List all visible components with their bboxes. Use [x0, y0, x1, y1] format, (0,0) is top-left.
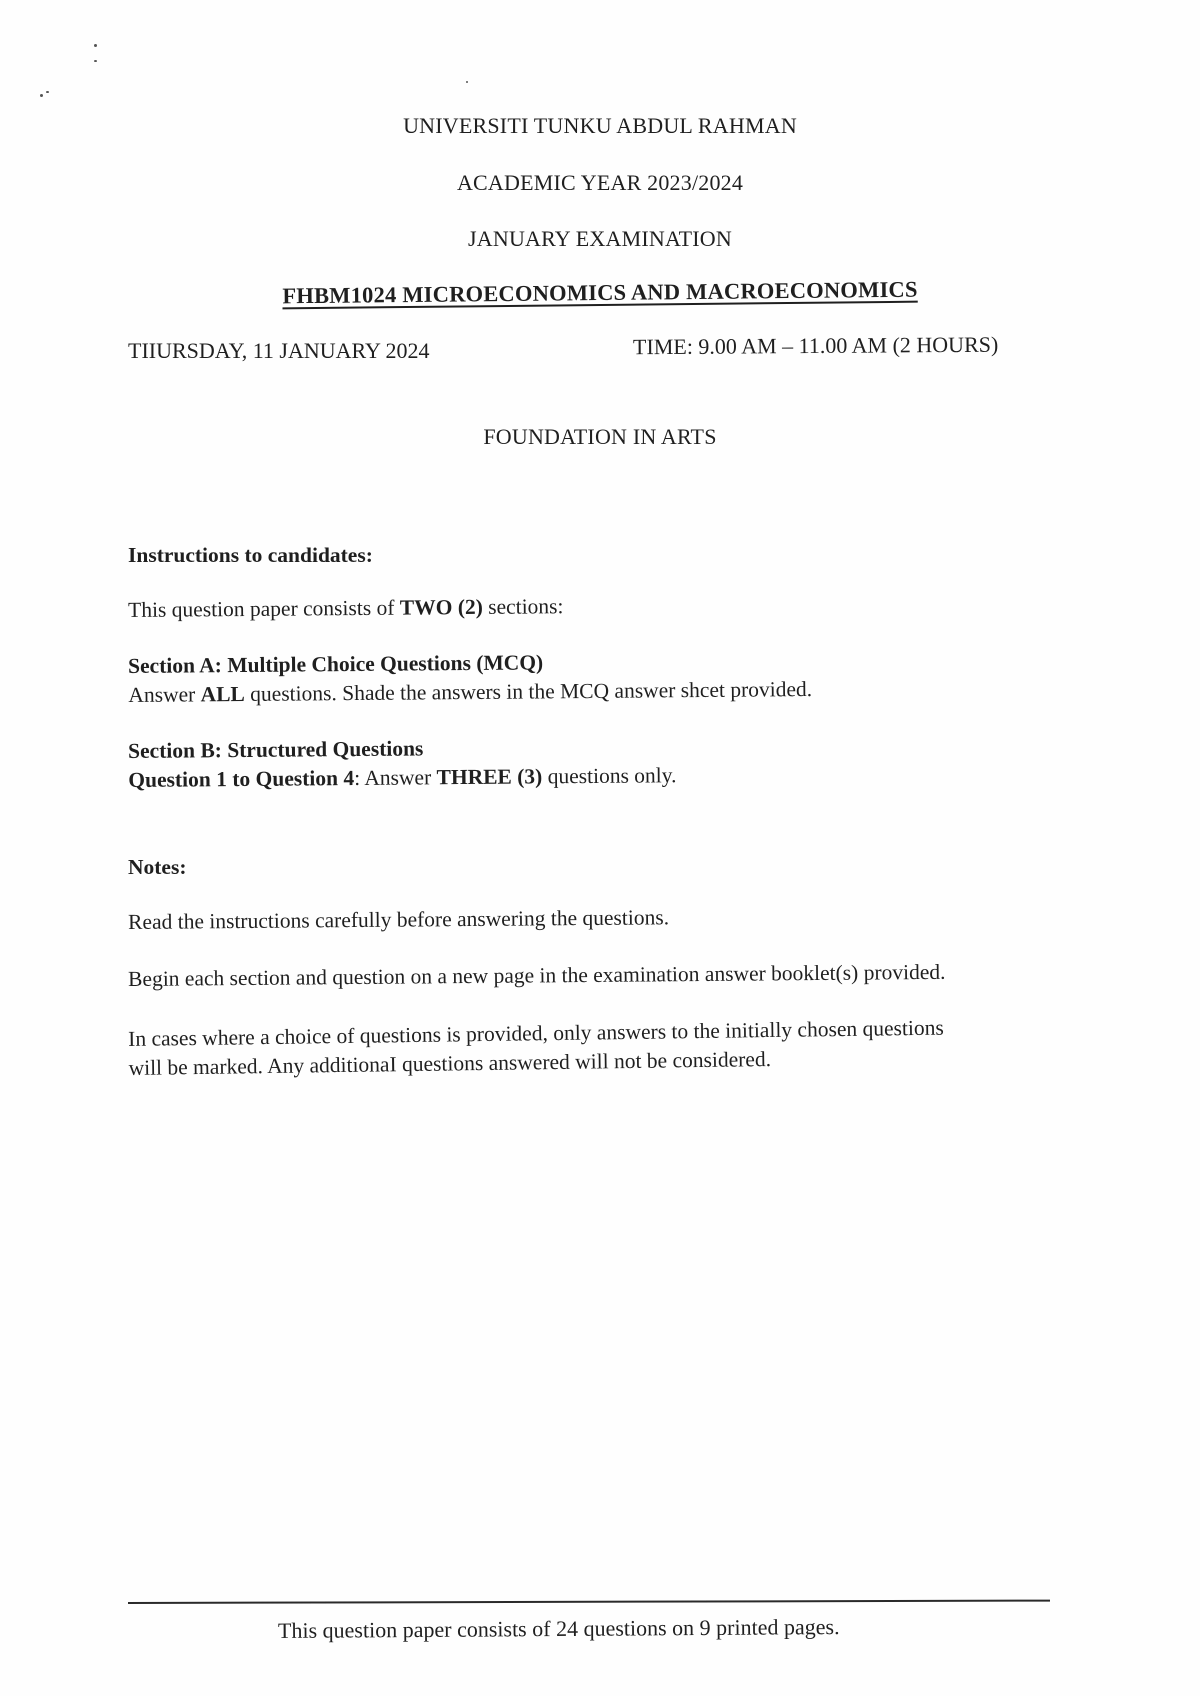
university-name: UNIVERSITI TUNKU ABDUL RAHMAN	[403, 113, 797, 138]
programme-name: FOUNDATION IN ARTS	[483, 424, 717, 449]
section-b-colon: : Answer	[354, 765, 437, 791]
scan-speck	[466, 81, 468, 83]
section-a-instruction	[128, 675, 812, 710]
course-title: FHBM1024 MICROECONOMICS AND MACROECONOMICS	[282, 276, 918, 309]
section-a-prefix: Answer	[128, 682, 201, 707]
note-3	[128, 1014, 944, 1083]
section-b-instruction	[128, 761, 676, 795]
section-a-suffix: questions. Shade the answers in the MCQ answer shcet provided.	[244, 677, 813, 706]
section-b-question-range: Question 1 to Question 4	[128, 766, 355, 792]
notes-heading: Notes:	[128, 855, 187, 879]
section-b-block	[128, 732, 677, 795]
instructions-heading: Instructions to candidates:	[128, 543, 373, 567]
section-b-three: THREE (3)	[436, 764, 543, 790]
note-3-line-2: will be marked. Any additionaI questions answered will not be considered.	[128, 1047, 772, 1080]
exam-date: TIIURSDAY, 11 JANUARY 2024	[128, 338, 430, 363]
exam-time: TIME: 9.00 AM – 11.00 AM (2 HOURS)	[632, 331, 999, 360]
scan-speck	[40, 94, 43, 97]
note-1: Read the instructions carefully before answering the questions.	[128, 905, 670, 934]
examination-title: JANUARY EXAMINATION	[468, 226, 732, 251]
intro-prefix: This question paper consists of	[128, 595, 400, 622]
note-2: Begin each section and question on a new page in the examination answer booklet(s) provided.	[128, 959, 946, 991]
scan-speck	[94, 44, 97, 47]
section-b-title: Section B: Structured Questions	[128, 736, 424, 763]
section-a-title: Section A: Multiple Choice Questions (MCQ)	[128, 650, 544, 678]
scan-speck	[46, 91, 49, 93]
academic-year: ACADEMIC YEAR 2023/2024	[456, 170, 744, 195]
section-a-block	[128, 646, 812, 710]
intro-suffix: sections:	[482, 594, 564, 619]
scan-speck	[94, 60, 97, 62]
section-b-suffix: questions only.	[542, 763, 677, 789]
intro-sections-count: TWO (2)	[399, 594, 483, 620]
footer-page-count: This question paper consists of 24 questions on 9 printed pages.	[277, 1614, 840, 1643]
note-3-line-1: In cases where a choice of questions is provided, only answers to the initially chosen questions	[128, 1015, 944, 1051]
footer-divider	[128, 1600, 1050, 1604]
section-a-all: ALL	[200, 681, 245, 707]
instructions-intro	[128, 592, 564, 625]
